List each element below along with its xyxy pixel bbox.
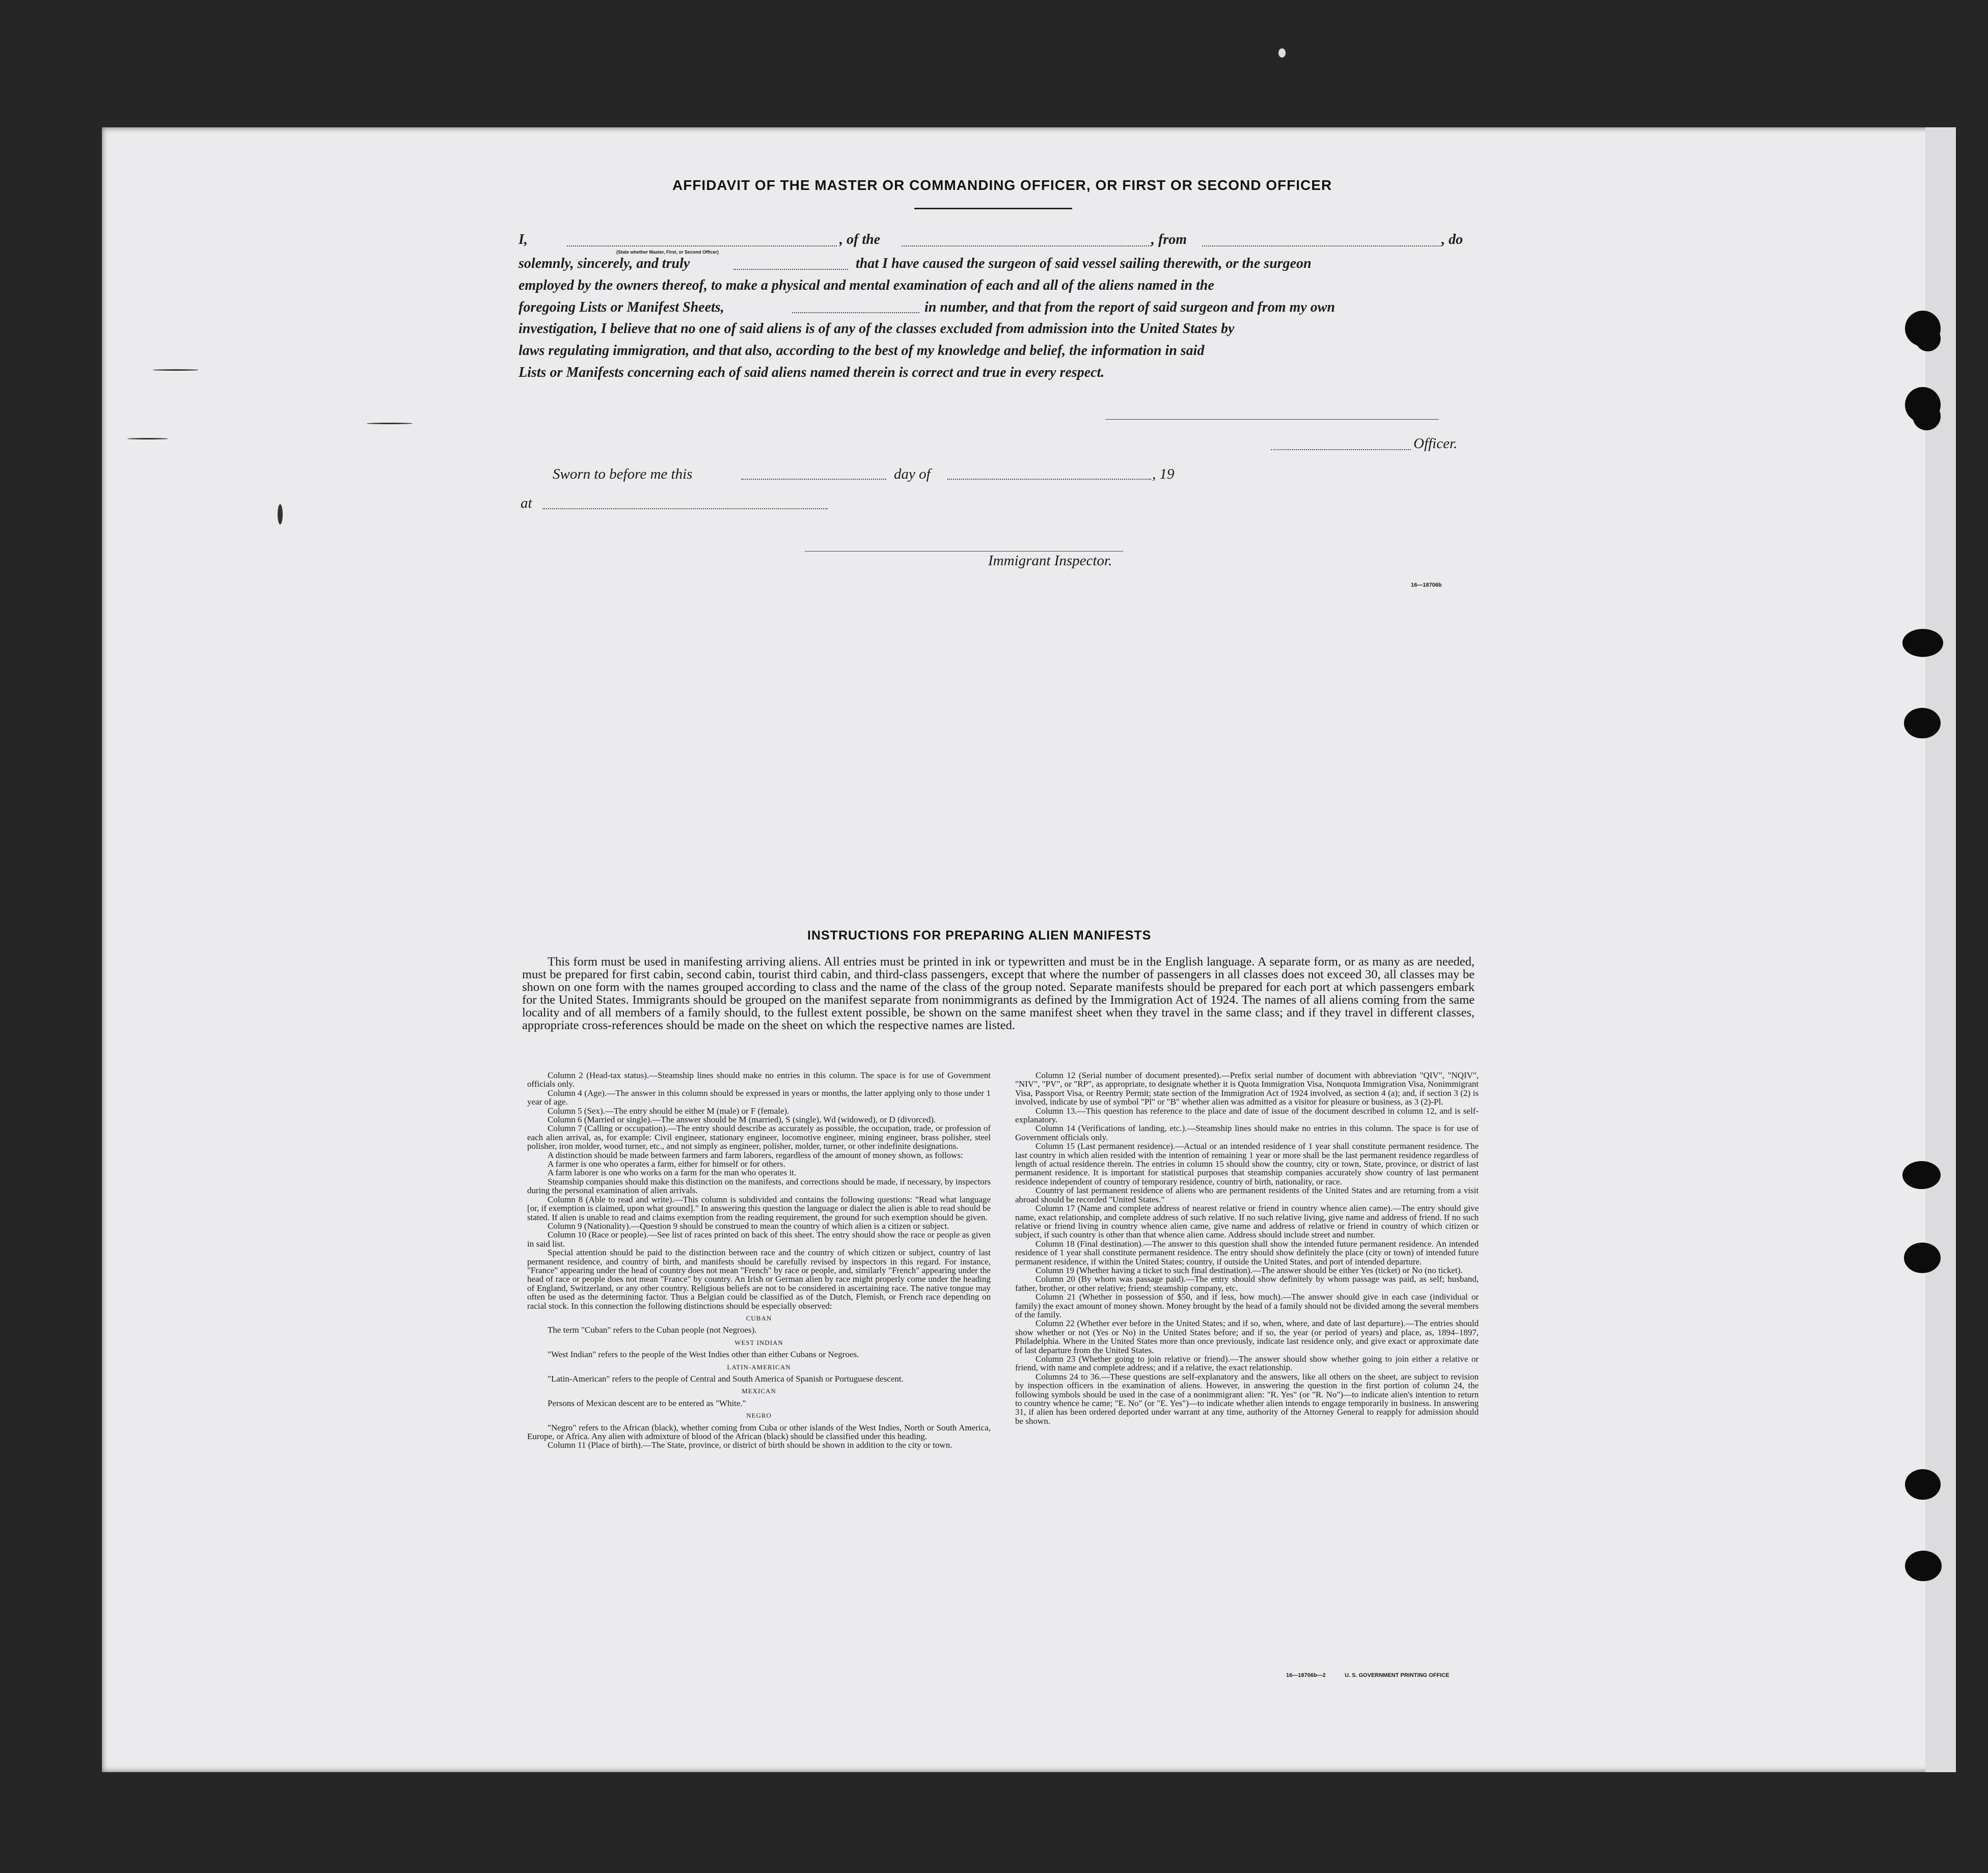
latin-american-heading: LATIN-AMERICAN bbox=[727, 1363, 791, 1371]
alien-count-field[interactable] bbox=[792, 312, 919, 313]
left-paragraph: A distinction should be made between farmers and farm laborers, regardless of the amount of money shown, as follows: bbox=[548, 1150, 963, 1160]
left-paragraph: A farm laborer is one who works on a farm for the man who operates it. bbox=[548, 1168, 797, 1178]
officer-label: Officer. bbox=[1413, 435, 1458, 452]
right-paragraph: Column 13.—This question has reference to the place and date of issue of the document described in column 12, and is self-explanatory. bbox=[1015, 1106, 1479, 1125]
west-indian-heading: WEST INDIAN bbox=[734, 1338, 783, 1346]
negro-heading: NEGRO bbox=[746, 1412, 772, 1420]
title-underline bbox=[914, 208, 1072, 209]
mexican-heading: MEXICAN bbox=[742, 1387, 776, 1395]
left-paragraph: A farmer is one who operates a farm, either for himself or for others. bbox=[548, 1159, 785, 1169]
instructions-title: INSTRUCTIONS FOR PREPARING ALIEN MANIFESTS bbox=[807, 928, 1152, 943]
affidavit-title: AFFIDAVIT OF THE MASTER OR COMMANDING OFFICER, OR FIRST OR SECOND OFFICER bbox=[672, 177, 1332, 193]
cuban-text: The term "Cuban" refers to the Cuban people (not Negroes). bbox=[548, 1325, 757, 1335]
affidavit-line-6: laws regulating immigration, and that also, according to the best of my knowledge and belief, the information in said bbox=[519, 343, 1205, 359]
at-label: at bbox=[521, 495, 532, 511]
vessel-name-field[interactable] bbox=[902, 245, 1151, 246]
binder-hole bbox=[1905, 1469, 1941, 1500]
left-paragraph: Steamship companies should make this distinction on the manifests, and corrections should be made, if necessary, by inspectors during the personal examination of alien arrivals. bbox=[527, 1176, 991, 1196]
inspector-label: Immigrant Inspector. bbox=[988, 553, 1112, 569]
officer-rank-field[interactable] bbox=[567, 245, 837, 246]
affidavit-line-1 bbox=[519, 232, 528, 248]
left-paragraph: Column 2 (Head-tax status).—Steamship lines should make no entries in this column. The space is for use of Government officials only. bbox=[527, 1070, 991, 1089]
affidavit-line-7: Lists or Manifests concerning each of said aliens named therein is correct and true in every respect. bbox=[519, 365, 1105, 380]
departure-port-field[interactable] bbox=[1202, 245, 1441, 246]
officer-signature-line[interactable] bbox=[1105, 419, 1439, 420]
affidavit-i: I, bbox=[519, 232, 528, 247]
affidavit-line-4b: in number, and that from the report of said surgeon and from my own bbox=[924, 299, 1335, 315]
binder-hole bbox=[1913, 402, 1941, 430]
affidavit-line-5: investigation, I believe that no one of said aliens is of any of the classes excluded from admission into the United States by bbox=[519, 321, 1235, 337]
instructions-left-column bbox=[527, 1071, 991, 1450]
form-number-bottom: 16—18706b—2 bbox=[1286, 1672, 1326, 1678]
left-paragraph: Column 10 (Race or people).—See list of races printed on back of this sheet. The entry should show the race or people as given in said list. bbox=[527, 1230, 991, 1249]
inspector-signature-line[interactable] bbox=[805, 551, 1123, 552]
sworn-place-field[interactable] bbox=[542, 508, 828, 509]
west-indian-text: "West Indian" refers to the people of the West Indies other than either Cubans or Negroes. bbox=[548, 1349, 859, 1360]
right-paragraph: Column 17 (Name and complete address of nearest relative or friend in country whence alien came).—The entry should give name, exact relationship, and complete address of such relative. If no such relative living, give name and address of friend. If no such relative or friend living in country whence alien came, give name and address of relative or friend in country of which citizen or subject, if such country is other than that whence alien came. Address should include street and number. bbox=[1015, 1203, 1479, 1240]
printer-imprint: U. S. GOVERNMENT PRINTING OFFICE bbox=[1345, 1672, 1450, 1678]
rank-field-note: (State whether Master, First, or Second Officer) bbox=[616, 250, 719, 255]
right-paragraph: Country of last permanent residence of aliens who are permanent residents of the United States and are returning from a visit abroad should be recorded "United States." bbox=[1015, 1186, 1479, 1204]
binder-hole bbox=[1915, 326, 1941, 351]
affidavit-line-2b: that I have caused the surgeon of said vessel sailing therewith, or the surgeon bbox=[856, 256, 1312, 271]
binder-hole bbox=[1902, 629, 1943, 657]
affidavit-from: , from bbox=[1151, 232, 1187, 247]
mexican-text: Persons of Mexican descent are to be entered as "White." bbox=[548, 1398, 746, 1408]
right-paragraph: Column 12 (Serial number of document presented).—Prefix serial number of document with abbreviation "QIV", "NQIV", "NIV", "PV", or "RP", as appropriate, to designate whether it is Quota Immigration Visa, Nonquota Immigration Visa, Nonimmigrant Visa, Passport Visa, or Reentry Permit; state section of the Immigration Act of 1924 involved, as section 4 (a); and, if section 3 (2) is involved, indicate by use of symbol "Pl" or "B" whether alien was admitted as a visitor for pleasure or business, as 3 (2)-Pl. bbox=[1015, 1070, 1479, 1107]
day-of-label: day of bbox=[894, 466, 931, 482]
scan-speck bbox=[367, 423, 413, 424]
binder-hole bbox=[1904, 708, 1941, 738]
left-paragraph: Column 7 (Calling or occupation).—The entry should describe as accurately as possible, the occupation, trade, or profession of each alien arrival, as, for example: Civil engineer, stationary engineer, locomotive engineer, mining engineer, brass polisher, steel polisher, iron molder, wood turner, etc., and not simply as engineer, polisher, molder, turner, or other indefinite designations. bbox=[527, 1123, 991, 1151]
scan-speck bbox=[1278, 48, 1286, 58]
right-paragraph: Column 19 (Whether having a ticket to such final destination).—The answer should be either Yes (ticket) or No (no ticket). bbox=[1036, 1265, 1463, 1275]
right-paragraph: Column 23 (Whether going to join relative or friend).—The answer should show whether going to join either a relative or friend, with name and complete address; and if a relative, the exact relationship. bbox=[1015, 1354, 1479, 1373]
affidavit-do: , do bbox=[1441, 232, 1463, 247]
affidavit-line-4a: foregoing Lists or Manifest Sheets, bbox=[519, 299, 724, 315]
right-paragraph: Column 14 (Verifications of landing, etc.).—Steamship lines should make no entries in this column. The space is for use of Government officials only. bbox=[1015, 1123, 1479, 1142]
page-edge bbox=[1925, 127, 1956, 1772]
binder-hole bbox=[1905, 1551, 1942, 1581]
affidavit-line-3: employed by the owners thereof, to make a physical and mental examination of each and all of the aliens named in the bbox=[519, 278, 1214, 293]
right-paragraph: Column 18 (Final destination).—The answer to this question shall show the intended future permanent residence. An intended residence of 1 year shall constitute permanent residence. The entry should show definitely the place (city or town) of intended future permanent residence, if within the United States; country, if outside the United States, and port of intended departure. bbox=[1015, 1238, 1479, 1266]
column-11-text: Column 11 (Place of birth).—The State, province, or district of birth should be shown in addition to the city or town. bbox=[548, 1440, 952, 1450]
sworn-label: Sworn to before me this bbox=[553, 466, 693, 482]
left-paragraph: Column 4 (Age).—The answer in this column should be expressed in years or months, the latter applying only to those under 1 year of age. bbox=[527, 1088, 991, 1107]
right-paragraph: Column 22 (Whether ever before in the United States; and if so, when, where, and date of last departure).—The entries should show whether or not (Yes or No) in the United States before; and if so, the year (or period of years) and place, as, 1894–1897, Philadelphia. Where in the United States more than once previously, indicate last residence only, and give exact or approximate date of last departure from the United States. bbox=[1015, 1318, 1479, 1355]
sworn-day-field[interactable] bbox=[741, 479, 886, 480]
left-paragraph: Column 6 (Married or single).—The answer should be M (married), S (single), Wd (widowed), or D (divorced). bbox=[548, 1115, 936, 1125]
latin-american-text: "Latin-American" refers to the people of Central and South America of Spanish or Portuguese descent. bbox=[548, 1374, 904, 1384]
binder-hole bbox=[1902, 1161, 1941, 1189]
negro-text: "Negro" refers to the African (black), whether coming from Cuba or other islands of the West Indies, North or South America, Europe, or Africa. Any alien with admixture of blood of the African (black) should be classified under this heading. bbox=[527, 1422, 991, 1442]
left-paragraph: Special attention should be paid to the distinction between race and the country of which citizen or subject, country of last permanent residence, and country of birth, and manifests should be carefully revised by inspectors in this regard. For instance, "France" appearing under the head of country does not mean "French" by race or people, and, similarly "French" appearing under the head of race or people does not mean "France" by country. An Irish or German alien by race might properly come under the heading of England, Switzerland, or any other country. Religious beliefs are not to be considered in ascertaining race. The native tongue may often be used as the determining factor. Thus a Belgian could be classified as of the Dutch, Flemish, or French race depending on racial stock. In this connection the following distinctions should be especially observed: bbox=[527, 1248, 991, 1311]
oath-field[interactable] bbox=[733, 269, 848, 270]
right-paragraph: Columns 24 to 36.—These questions are self-explanatory and the answers, like all others on the sheet, are subject to revision by inspection officers in the examination of aliens. However, in answering the question in the first portion of column 24, the following symbols should be used in the case of a nonimmigrant alien: "R. Yes" (or "R. No")—to indicate alien's intention to return to country whence he came; "E. No" (or "E. Yes")—to indicate whether alien intends to engage temporarily in business. In answering 31, if alien has been ordered deported under warrant at any time, authority of the Attorney General to reapply for admission should be shown. bbox=[1015, 1371, 1479, 1426]
right-paragraph: Column 15 (Last permanent residence).—Actual or an intended residence of 1 year shall constitute permanent residence. The last country in which alien resided with the intention of remaining 1 year or more shall be the last permanent residence regardless of length of actual residence therein. The entries in column 15 should show the country, city or town, State, province, or district of last permanent residence. It is important for statistical purposes that steamship companies accurately show country of last permanent residence independent of country of temporary residence, country of birth, nationality, or race. bbox=[1015, 1141, 1479, 1187]
right-paragraph: Column 21 (Whether in possession of $50, and if less, how much).—The answer should give in each case (individual or family) the exact amount of money shown. Money brought by the head of a family should not be divided among the several members of the family. bbox=[1015, 1292, 1479, 1319]
instructions-intro: This form must be used in manifesting arriving aliens. All entries must be printed in ink or typewritten and must be in the English language. A separate form, or as many as are needed, must be prepared for first cabin, second cabin, tourist third cabin, and third-class passengers, except that where the number of passengers in all classes does not exceed 30, all classes may be shown on one form with the names grouped according to class and the name of the class of the group noted. Separate manifests should be prepared for each port at which passengers embark for the United States. Immigrants should be grouped on the manifest separate from nonimmigrants as defined by the Immigration Act of 1924. The names of all aliens coming from the same locality and of all members of a family should, to the fullest extent possible, be shown on the same manifest sheet when they travel in the same class; and if they travel in different classes, appropriate cross-references should be made on the sheet on which the respective names are listed. bbox=[522, 955, 1475, 1032]
left-paragraph: Column 8 (Able to read and write).—This column is subdivided and contains the following questions: "Read what language [or, if exemption is claimed, upon what ground]." In answering this question the language or dialect the alien is able to read should be stated. If alien is unable to read and claims exemption from the reading requirement, the ground for such exemption should be given. bbox=[527, 1194, 991, 1222]
binder-hole bbox=[1904, 1243, 1941, 1273]
left-paragraph: Column 5 (Sex).—The entry should be either M (male) or F (female). bbox=[548, 1106, 789, 1116]
instructions-right-column bbox=[1015, 1071, 1479, 1425]
year-prefix: , 19 bbox=[1152, 466, 1175, 482]
left-paragraph: Column 9 (Nationality).—Question 9 should be construed to mean the country of which alien is a citizen or subject. bbox=[548, 1221, 949, 1231]
form-number-top: 16—18706b bbox=[1411, 582, 1442, 588]
affidavit-of-the: , of the bbox=[839, 232, 881, 247]
scan-speck bbox=[278, 504, 283, 525]
affidavit-line-2a: solemnly, sincerely, and truly bbox=[519, 256, 690, 271]
sworn-month-field[interactable] bbox=[947, 479, 1151, 480]
right-paragraph: Column 20 (By whom was passage paid).—The entry should show definitely by whom passage was paid, as self; husband, father, brother, or other relative; friend; steamship company, etc. bbox=[1015, 1274, 1479, 1293]
officer-name-field[interactable] bbox=[1271, 449, 1411, 450]
scan-speck bbox=[127, 438, 168, 439]
cuban-heading: CUBAN bbox=[746, 1314, 772, 1322]
scan-speck bbox=[153, 369, 199, 371]
